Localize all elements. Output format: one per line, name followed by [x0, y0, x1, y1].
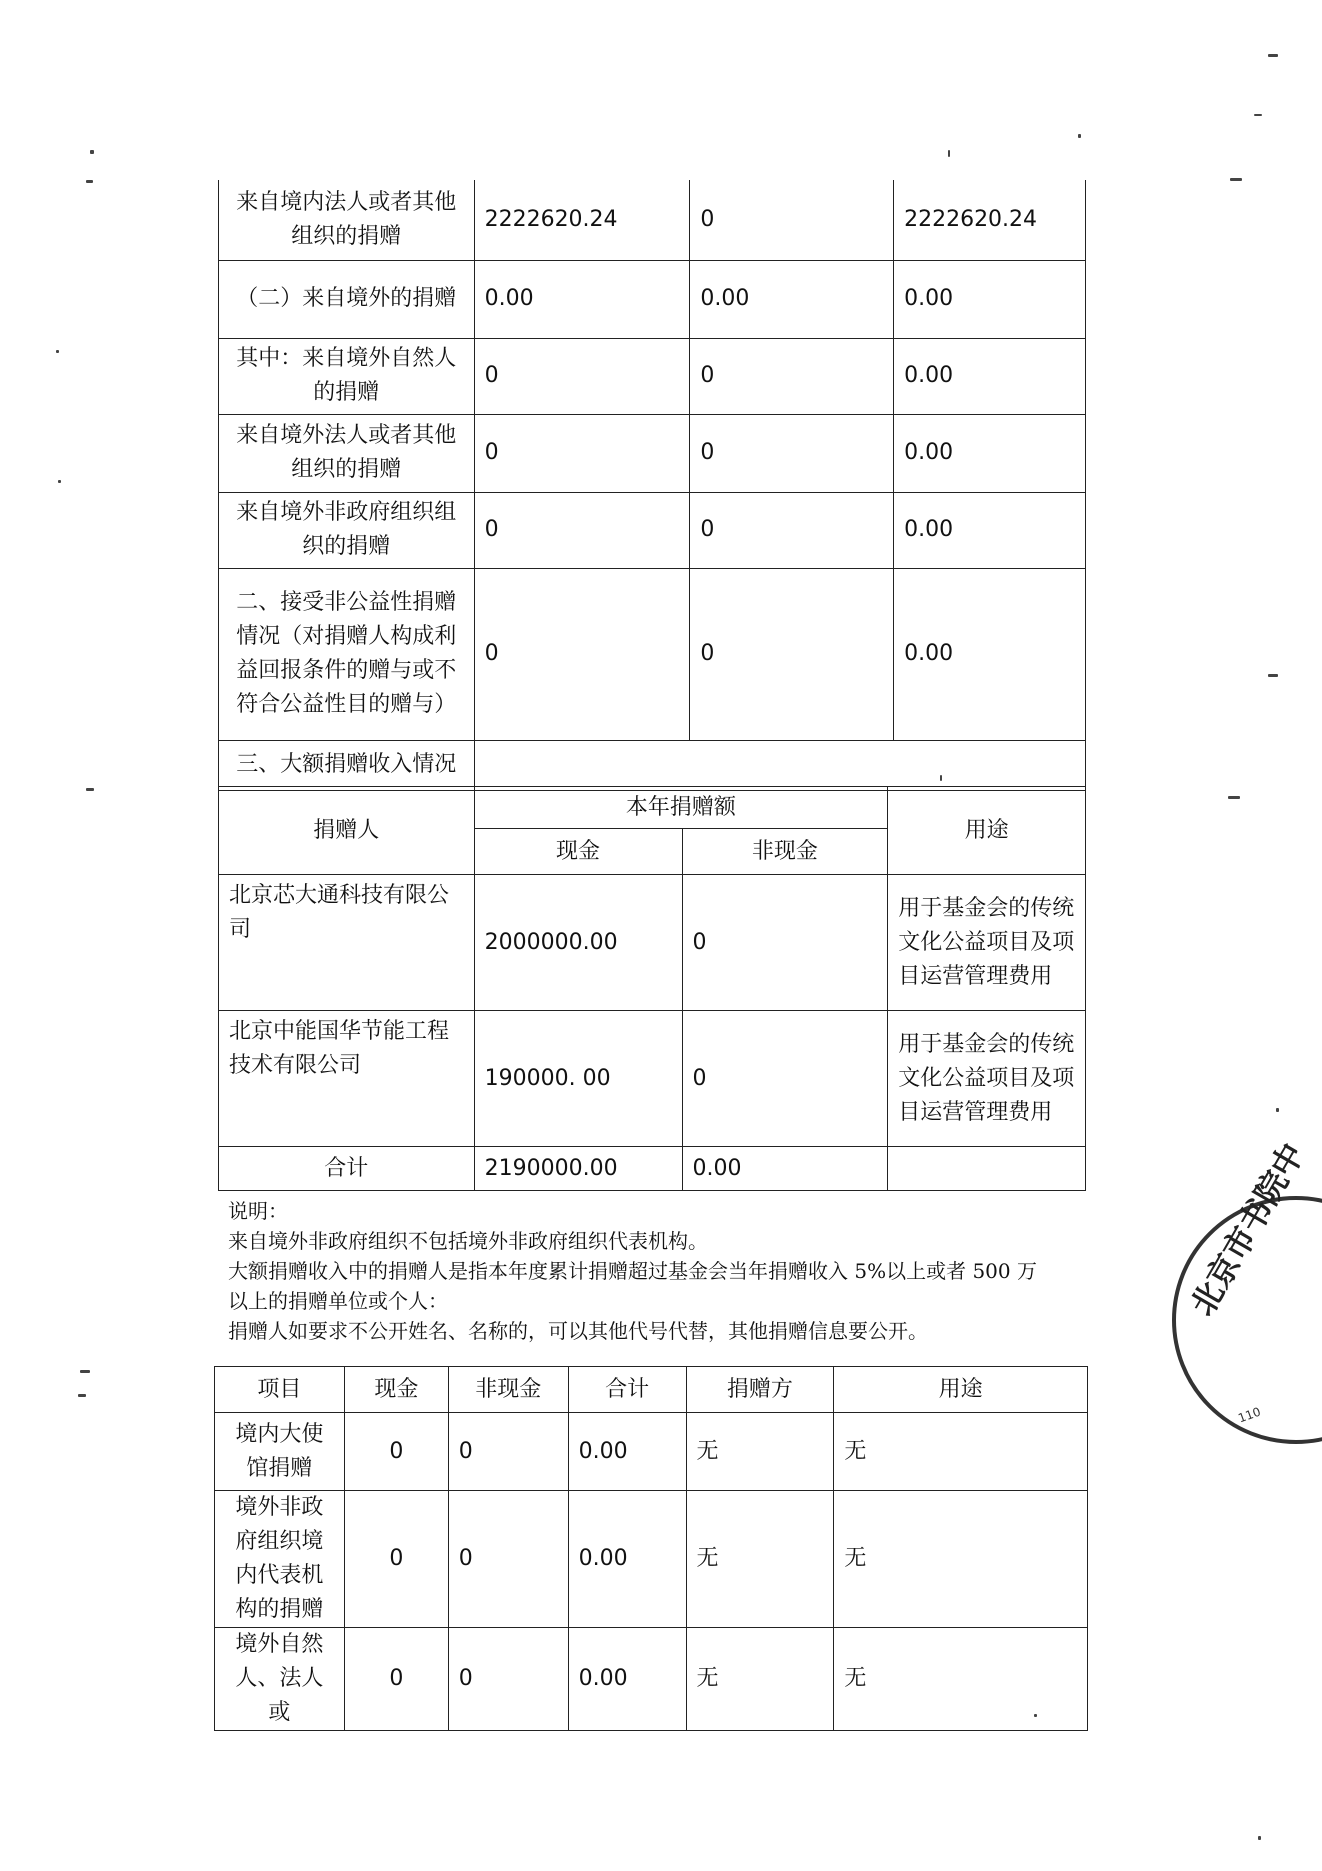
scan-speck: [1230, 178, 1242, 181]
row-item: 来自境外非政府组织组织的捐赠: [219, 492, 475, 568]
note-line: 来自境外非政府组织不包括境外非政府组织代表机构。: [228, 1229, 708, 1253]
notes-section: [228, 1196, 1088, 1346]
table-row: [219, 260, 1086, 338]
table-row: [219, 1011, 1086, 1147]
row-item: （二）来自境外的捐赠: [219, 260, 475, 338]
scan-speck: [58, 480, 61, 483]
noncash-cell: 0: [448, 1413, 568, 1491]
value-cell: 0: [690, 492, 894, 568]
cash-cell: 0: [344, 1491, 448, 1628]
note-line: 说明：: [228, 1199, 288, 1223]
header-cash: 现金: [474, 829, 682, 875]
use-cell: 用于基金会的传统文化公益项目及项目运营管理费用: [888, 875, 1086, 1011]
table-row: [219, 492, 1086, 568]
header-donor: 捐赠人: [219, 787, 475, 875]
scan-speck: [1276, 1108, 1279, 1112]
donor-cell: 无: [686, 1628, 834, 1731]
seal-text: 北京市书院中: [1183, 1136, 1313, 1322]
item-cell: 境外非政府组织境内代表机构的捐赠: [215, 1491, 345, 1628]
scan-speck: [1268, 54, 1278, 57]
scan-speck: [56, 350, 59, 353]
header-donor: 捐赠方: [686, 1367, 834, 1413]
total-use: [888, 1147, 1086, 1191]
use-cell: 无: [834, 1413, 1088, 1491]
table-row: [215, 1628, 1088, 1731]
scan-speck: [80, 1370, 90, 1373]
header-row: [215, 1367, 1088, 1413]
noncash-cell: 0: [682, 875, 888, 1011]
table-row: [215, 1491, 1088, 1628]
value-cell: 0: [690, 568, 894, 740]
row-item: 来自境内法人或者其他组织的捐赠: [219, 180, 475, 260]
noncash-cell: 0: [682, 1011, 888, 1147]
value-cell: 0.00: [690, 260, 894, 338]
item-cell: 境外自然人、法人或: [215, 1628, 345, 1731]
value-cell: 0: [474, 414, 690, 492]
cash-cell: 190000. 00: [474, 1011, 682, 1147]
header-cash: 现金: [344, 1367, 448, 1413]
section-title: 三、大额捐赠收入情况: [219, 740, 475, 790]
use-cell: 无: [834, 1491, 1088, 1628]
scan-speck: [940, 775, 942, 781]
donor-cell: 无: [686, 1413, 834, 1491]
value-cell: 0: [690, 338, 894, 414]
donation-summary-table: [218, 180, 1086, 791]
value-cell: 0: [474, 492, 690, 568]
value-cell: 0: [474, 338, 690, 414]
row-item: 其中：来自境外自然人的捐赠: [219, 338, 475, 414]
table-row: [219, 414, 1086, 492]
value-cell: 0: [474, 568, 690, 740]
scan-speck: [86, 788, 94, 791]
table-row: [219, 875, 1086, 1011]
value-cell: 0.00: [894, 338, 1086, 414]
foreign-donations-table: [214, 1366, 1088, 1731]
scan-speck: [1254, 114, 1262, 116]
note-line: 大额捐赠收入中的捐赠人是指本年度累计捐赠超过基金会当年捐赠收入 5%以上或者 500 万: [228, 1259, 1037, 1283]
scan-speck: [1034, 1714, 1037, 1717]
empty-cell: [474, 740, 1085, 790]
scan-speck: [1078, 134, 1081, 138]
header-use: 用途: [834, 1367, 1088, 1413]
value-cell: 0: [690, 414, 894, 492]
note-line: 以上的捐赠单位或个人：: [228, 1289, 448, 1313]
table-row: [219, 568, 1086, 740]
header-use: 用途: [888, 787, 1086, 875]
noncash-cell: 0: [448, 1628, 568, 1731]
value-cell: 0.00: [894, 492, 1086, 568]
cash-cell: 2000000.00: [474, 875, 682, 1011]
donor-cell: 无: [686, 1491, 834, 1628]
scan-speck: [1228, 796, 1240, 799]
note-line: 捐赠人如要求不公开姓名、名称的，可以其他代号代替，其他捐赠信息要公开。: [228, 1319, 928, 1343]
value-cell: 0: [690, 180, 894, 260]
header-noncash: 非现金: [448, 1367, 568, 1413]
total-row: [219, 1147, 1086, 1191]
cash-cell: 0: [344, 1628, 448, 1731]
table-row: [219, 180, 1086, 260]
header-total: 合计: [568, 1367, 686, 1413]
value-cell: 0.00: [894, 260, 1086, 338]
header-year-amount: 本年捐赠额: [474, 787, 888, 829]
cash-cell: 0: [344, 1413, 448, 1491]
scan-speck: [78, 1394, 86, 1397]
total-cell: 0.00: [568, 1628, 686, 1731]
table-row: [215, 1413, 1088, 1491]
total-cell: 0.00: [568, 1413, 686, 1491]
value-cell: 0.00: [474, 260, 690, 338]
scan-speck: [90, 150, 94, 154]
value-cell: 2222620.24: [894, 180, 1086, 260]
value-cell: 2222620.24: [474, 180, 690, 260]
use-cell: 用于基金会的传统文化公益项目及项目运营管理费用: [888, 1011, 1086, 1147]
total-label: 合计: [219, 1147, 475, 1191]
noncash-cell: 0: [448, 1491, 568, 1628]
donor-cell: 北京中能国华节能工程技术有限公司: [219, 1011, 475, 1147]
use-cell: 无: [834, 1628, 1088, 1731]
donor-cell: 北京芯大通科技有限公司: [219, 875, 475, 1011]
large-donations-table: [218, 786, 1086, 1191]
scan-speck: [1258, 1836, 1261, 1840]
item-cell: 境内大使馆捐赠: [215, 1413, 345, 1491]
section-header-row: [219, 740, 1086, 790]
seal-number: 110: [1236, 1404, 1263, 1426]
table-row: [219, 338, 1086, 414]
total-cell: 0.00: [568, 1491, 686, 1628]
value-cell: 0.00: [894, 568, 1086, 740]
value-cell: 0.00: [894, 414, 1086, 492]
header-row: [219, 787, 1086, 829]
row-item: 二、接受非公益性捐赠情况（对捐赠人构成利益回报条件的赠与或不符合公益性目的赠与）: [219, 568, 475, 740]
header-noncash: 非现金: [682, 829, 888, 875]
scan-speck: [1268, 674, 1278, 677]
scan-speck: [86, 180, 93, 183]
row-item: 来自境外法人或者其他组织的捐赠: [219, 414, 475, 492]
total-cash: 2190000.00: [474, 1147, 682, 1191]
scan-speck: [948, 150, 950, 157]
header-item: 项目: [215, 1367, 345, 1413]
total-noncash: 0.00: [682, 1147, 888, 1191]
